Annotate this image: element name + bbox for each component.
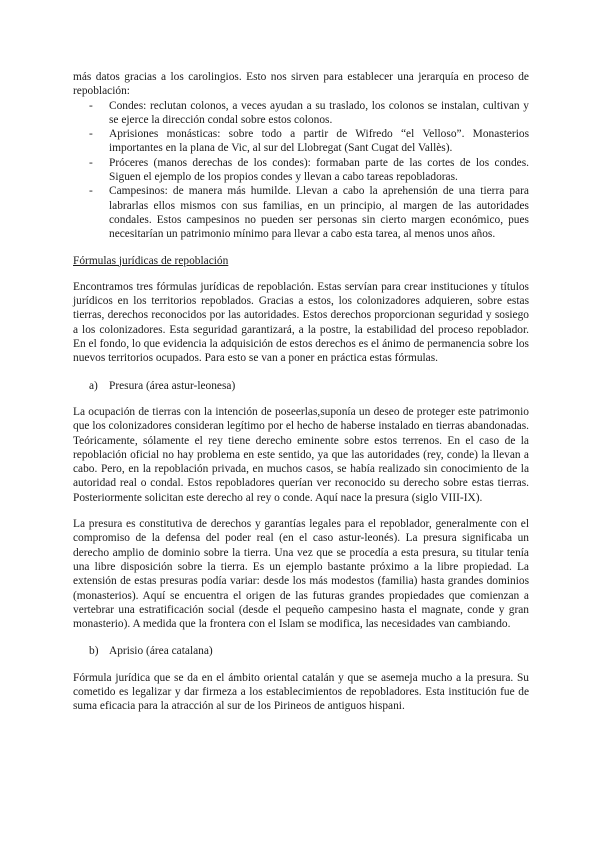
intro-continuation-paragraph: más datos gracias a los carolingios. Esto nos sirven para establecer una jerarquía en proceso de repoblación: <box>73 71 529 98</box>
list-item: - Próceres (manos derechas de los condes): formaban parte de las cortes de los condes. Siguen el ejemplo de los propios condes y llevan a cabo tareas repobladoras. <box>89 156 529 184</box>
presura-paragraph-1: La ocupación de tierras con la intención de poseerlas,suponía un deseo de proteger este patrimonio que los colonizadores consideran legítimo por el hecho de haberse instalado en tierras abandonadas. Teóricamente, sólamente el rey tiene derecho eminente sobre estos terrenos. En el caso de la repoblación oficial no hay problema en este sentido, ya que las autoridades (rey, conde) la llevan a cabo. Pero, en la repoblación privada, en muchos casos, se había realizado sin conocimiento de la autoridad real o condal. Estos repobladores querían ver reconocido su derecho sobre estas tierras. Posteriormente solicitan este derecho al rey o conde. Aquí nace la presura (siglo VIII-IX). <box>73 405 529 504</box>
bullet-dash: - <box>89 128 93 141</box>
subsection-a-marker: a) <box>89 379 98 392</box>
bullet-dash: - <box>89 185 93 198</box>
document-page <box>73 70 529 714</box>
subsection-b-marker: b) <box>89 645 99 658</box>
section-intro-paragraph: Encontramos tres fórmulas jurídicas de repoblación. Estas servían para crear instituciones y títulos jurídicos en los territorios repoblados. Gracias a estos, los colonizadores adquieren, sobre estas tierras, derechos reconocidos por las autoridades. Estos derechos proporcionan seguridad y sosiego a los colonizadores. Esta seguridad garantizará, a la postre, la estabilidad del proceso repoblador. En el fondo, lo que evidencia la adquisición de estos derechos es el ánimo de permanencia sobre los nuevos territorios ocupados. Para esto se van a poner en práctica estas fórmulas. <box>73 280 529 365</box>
subsection-b-title: Aprisio (área catalana) <box>109 645 213 658</box>
bullet-dash: - <box>89 156 93 169</box>
section-heading: Fórmulas jurídicas de repoblación <box>73 254 229 267</box>
presura-paragraph-2: La presura es constitutiva de derechos y garantías legales para el repoblador, generalmente con el compromiso de la defensa del poder real (en el caso astur-leonés). La presura significaba un derecho amplio de dominio sobre la tierra. Una vez que se procedía a esta presura, su titular tenía una libre disposición sobre la tierra. Es un ejemplo bastante próximo a la libre propiedad. La extensión de estas presuras podía variar: desde los más modestos (familia) hasta grandes dominios (monasterios). Aquí se encuentra el origen de las futuras grandes propiedades que comienzan a vertebrar una estratificación social (desde el pequeño campesino hasta el magnate, conde y gran monasterio). A medida que la frontera con el Islam se modifica, las necesidades van cambiando. <box>73 518 529 631</box>
subsection-a-heading <box>73 379 529 393</box>
list-item: - Condes: reclutan colonos, a veces ayudan a su traslado, los colonos se instalan, cultivan y se ejerce la dirección condal sobre estos colonos. <box>89 99 529 126</box>
bullet-dash: - <box>89 99 93 112</box>
repopulation-hierarchy-list <box>73 99 529 242</box>
aprisio-paragraph-1: Fórmula jurídica que se da en el ámbito oriental catalán y que se asemeja mucho a la presura. Su cometido es legalizar y dar firmeza a los establecimientos de repobladores. Esta institución fue de suma eficacia para la atracción al sur de los Pirineos de antiguos hispani. <box>73 671 529 713</box>
subsection-b-heading <box>73 644 529 658</box>
list-item: - Aprisiones monásticas: sobre todo a partir de Wifredo “el Velloso”. Monasterios importantes en la plana de Vic, al sur del Llobregat (Sant Cugat del Vallès). <box>89 128 529 155</box>
list-item: - Campesinos: de manera más humilde. Llevan a cabo la aprehensión de una tierra para labrarlas ellos mismos con sus familias, en un principio, al margen de las autoridades condales. Estos campesinos no pueden ser personas sin cierto margen económico, pues necesitarían un patrimonio mínimo para llevar a cabo esta tarea, al menos unos años. <box>89 185 529 241</box>
subsection-a-title: Presura (área astur-leonesa) <box>109 379 236 392</box>
